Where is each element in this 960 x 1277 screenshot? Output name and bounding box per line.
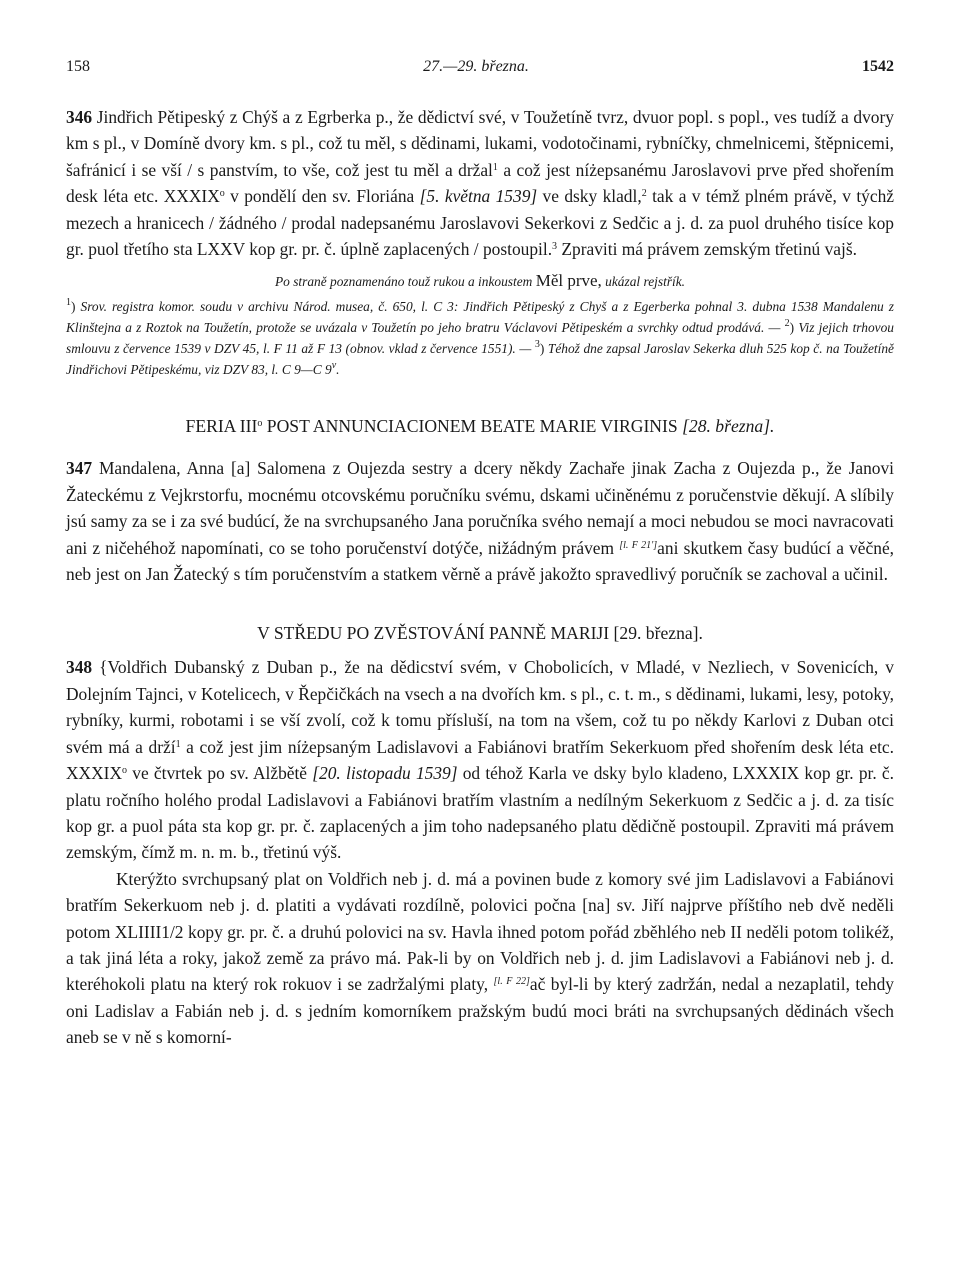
ordinal-mark: o — [219, 188, 225, 200]
footnote-3: Téhož dne zapsal Jaroslav Sekerka dluh 525 kop č. na Toužetíně Jindřichovi Pětipeskému, viz DZV 83, l. C 9—C 9 — [66, 341, 894, 378]
entry-text: ve dsky kladl, — [537, 186, 642, 207]
folio-mark: [l. F 21'] — [619, 539, 658, 551]
entry-text: ani skutkem časy budúcí a věčné, neb jest on Jan Žatecký s tím poručenstvím a statkem věrně a právě jakožto spravedlivý poručník se zachoval a učinil. — [66, 537, 895, 585]
entry-347 — [66, 455, 894, 587]
footnote-ref: 1 — [492, 161, 498, 173]
ordinal-mark: o — [122, 765, 128, 777]
footnote-marker: 1 — [66, 297, 71, 309]
side-note — [66, 270, 894, 292]
entry-346 — [66, 104, 894, 262]
entry-text: a což jest níżepsanému Jaroslavovi prve před shořením desk léta etc. XXXIX — [66, 159, 894, 207]
editorial-date: [5. května 1539] — [419, 186, 538, 207]
entry-text: kopy gr. pr. č. a druhú polovici na sv. Havla ihned potom pořád zběhlého neb II neděli potom tolikéž, a tak jiná léta a roky, jakož země za právo má. Pak-li by on Voldřich neb j. d. jim Ladislavovi a Fabiánovi neb j. d. kteréhokoli platu na který rok rokuov i se zadržalými platy, — [66, 921, 894, 995]
heading-date: [29. března]. — [613, 623, 703, 644]
page-number: 158 — [66, 58, 90, 75]
header-year: 1542 — [862, 58, 894, 75]
fraction: 1/2 — [161, 921, 184, 942]
entry-number: 346 — [66, 107, 93, 127]
entry-number: 348 — [66, 657, 93, 678]
footnote-ref: 3 — [552, 241, 558, 253]
footnote-marker: 3 — [534, 339, 540, 351]
section-heading-streda — [66, 623, 894, 644]
footnotes: $^1$) Srov. registra komor. soudu v archivu Národ. musea, č. 650, l. C 3: Jindřich Pětipeský z Chyš a z Egerberka pohnal 3. dubna 1538 Mandalenu z Klinštejna a z Roztok na Toužetín, protože se uvázala v Toužetín po jeho bratru Václavovi Pětipeském a svrchky odtud prodává. — $^2$) Viz jejich trhovou smlouvu z července 1539 v DZV 45, l. F 11 až F 13 (obnov. vklad z července 1551). — $^3$) Téhož dne zapsal Jaroslav Sekerka dluh 525 kop č. na Toužetíně Jindřichovi Pětipeskému, viz DZV 83, l. C 9—C 9$^v$. — [66, 297, 894, 378]
entry-text: Jindřich Pětipeský z Chýš a z Egrberka p., že dědictví své, v Toužetíně tvrz, dvuor popl. s popl., ves tudíž a dvory km s pl., v Domíně dvory km. s pl., což tu měl, s dědinami, lukami, vodotočinami, rybníčky, chmelnicemi, štěpnicemi, šafránicí i se vší / s panstvím, to vše, což jest tu měl a držal — [66, 107, 894, 180]
heading-text: POST ANNUNCIACIONEM BEATE MARIE VIRGINIS — [262, 416, 683, 437]
entry-text: Zpraviti má právem zemským třetinú vajš. — [557, 239, 857, 260]
entry-text: v pondělí den sv. Floriána — [224, 186, 420, 207]
footnote-ref: 2 — [641, 188, 647, 200]
heading-text: V STŘEDU PO ZVĚSTOVÁNÍ PANNĚ MARIJI — [257, 623, 614, 644]
entry-348 — [66, 654, 894, 865]
side-note-italic: Po straně poznamenáno touž rukou a inkoustem — [274, 274, 533, 290]
footnote-end: . — [336, 362, 340, 378]
entry-text: Mandalena, Anna [a] Salomena z Oujezda sestry a dcery někdy Zachaře jinak Zacha z Oujezda p., že Janovi Žateckému z Vejkrstorfu, mocnému otcovskému poručníku svému, dskami učiněnému z poručenstvie děkují. A slíbily jsú samy za se i za své budúcí, že na svrchupsaného Jana poručníka svého nemají a moci nebudou se moci navracovati ani z ničehéhož napomínati, co se toho poručenství dotýče, nižádným právem — [66, 458, 894, 558]
document-page — [66, 58, 894, 1051]
entry-348-continuation — [66, 866, 894, 1051]
entry-text: Kterýžto svrchupsaný plat on Voldřich neb j. d. má a povinen bude z komory své jim Ladislavovi a Fabiánovi bratřím Sekerkuom neb j. d. platiti a vydávati rozdílně, polovici počna [na] sv. Jiří najprve příštího neb dvě neděli potom XLIIII — [66, 868, 894, 942]
entry-text: a což jest jim níżepsaným Ladislavovi a Fabiánovi bratřím Sekerkuom před shořením desk léta etc. XXXIX — [66, 736, 894, 784]
side-note-end: ukázal rejstřík. — [605, 274, 686, 290]
ordinal-mark: o — [257, 418, 263, 430]
editorial-date: [20. listopadu 1539] — [312, 763, 458, 784]
header-dates: 27.—29. března. — [423, 58, 529, 75]
entry-text: {Voldřich Dubanský z Duban p., že na dědicství svém, v Chobolicích, v Mladé, v Nezliech, v Sovenicích, v Dolejním Tajnci, v Kotelicech, v Řepčičkách na vsech a na dvořích km. s pl., c. t. m., s dědinami, lukami, lesy, potoky, rybníky, kurmi, robotami i se vší zvolí, což k tomu přísluší, na tom na všem, což tu po někdy Karlovi z Duban otci svém má a drží — [66, 657, 894, 757]
heading-text: FERIA III — [185, 416, 258, 437]
section-heading-feria — [66, 416, 894, 437]
entry-text: tak a v témž plném právě, v týchž mezech a hranicech / žádného / prodal nadepsanému Jaroslavovi Sekerkovi z Sedčic a j. d. za puol druhého tisíce kop gr. puol třetího sta LXXV kop gr. pr. č. úplně zaplacených / postoupil. — [66, 186, 894, 260]
entry-text: ve čtvrtek po sv. Alžbětě — [127, 763, 313, 784]
entry-text: ač byl-li by který zadržán, nedal a nezaplatil, tehdy oni Ladislav a Fabián neb j. d. s jedním komorníkem pražským budú moci bráti na svrchupsaných dědinách všech aneb se v ně s komorní- — [66, 974, 895, 1048]
entry-text: od téhož Karla ve dsky bylo kladeno, LXXXIX kop gr. pr. č. platu ročního holého prodal Ladislavovi a Fabiánovi bratřím vlastním a nedílným Sekerkuom z Sedčic a j. d. za tisíc kop gr. a puol páta sta kop gr. pr. č. zaplacených a jim toho nadepsaného platu dědičně postoupil. Zpraviti má právem zemským, čímž m. n. m. b., třetinú výš. — [66, 763, 895, 863]
footnote-marker: 2 — [784, 318, 790, 330]
footnote-ref: 1 — [175, 738, 181, 750]
folio-verso: v — [331, 360, 337, 372]
entry-number: 347 — [66, 458, 93, 479]
side-note-roman: Měl prve, — [535, 271, 602, 291]
running-header — [66, 58, 894, 86]
footnote-1: Srov. registra komor. soudu v archivu Národ. musea, č. 650, l. C 3: Jindřich Pětipeský z Chyš a z Egerberka pohnal 3. dubna 1538 Mandalenu z Klinštejna a z Roztok na Toužetín, protože se uvázala v Toužetín po jeho bratru Václavovi Pětipeském a svrchky odtud prodává. — — [66, 299, 894, 336]
footnote-2: Viz jejich trhovou smlouvu z července 1539 v DZV 45, l. F 11 až F 13 (obnov. vklad z července 1551). — — [66, 320, 894, 357]
folio-mark: [l. F 22] — [493, 976, 530, 988]
heading-date: [28. března]. — [682, 416, 775, 437]
